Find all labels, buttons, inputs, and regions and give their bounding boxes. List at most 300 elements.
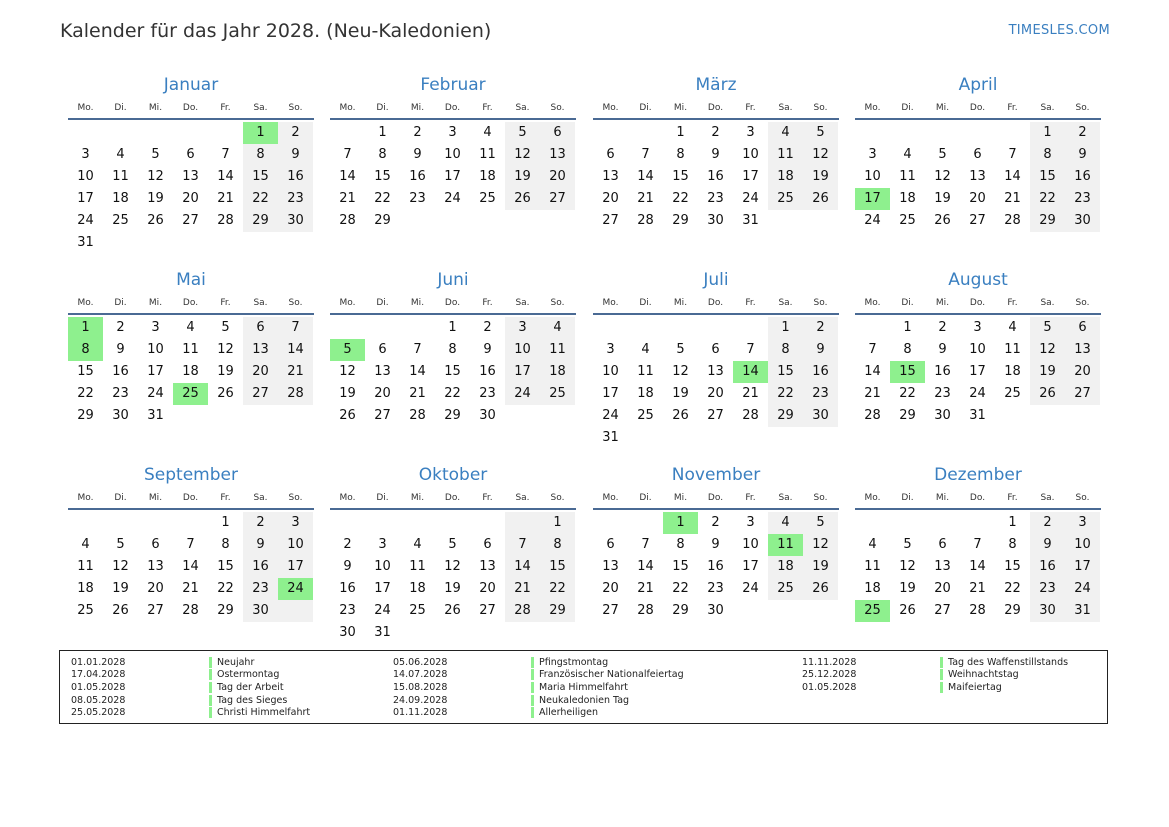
day-cell[interactable]: 16	[112, 364, 129, 379]
day-cell[interactable]: 19	[934, 191, 951, 206]
day-cell[interactable]: 27	[969, 213, 986, 228]
day-cell[interactable]: 20	[182, 191, 199, 206]
day-cell[interactable]: 12	[112, 559, 129, 574]
day-cell[interactable]: 27	[182, 213, 199, 228]
day-cell[interactable]: 28	[505, 600, 540, 622]
day-cell[interactable]: 17	[444, 169, 461, 184]
day-cell[interactable]: 16	[934, 364, 951, 379]
day-cell[interactable]: 25	[768, 188, 803, 210]
day-cell[interactable]: 31	[77, 235, 94, 250]
day-cell[interactable]: 26	[339, 408, 356, 423]
day-cell[interactable]: 17	[855, 188, 890, 210]
day-cell[interactable]: 6	[606, 537, 615, 552]
day-cell[interactable]: 4	[116, 147, 125, 162]
day-cell[interactable]: 23	[409, 191, 426, 206]
day-cell[interactable]: 14	[409, 364, 426, 379]
day-cell[interactable]: 4	[768, 122, 803, 144]
day-cell[interactable]: 30	[707, 213, 724, 228]
day-cell[interactable]: 15	[768, 361, 803, 383]
day-cell[interactable]: 24	[374, 603, 391, 618]
day-cell[interactable]: 14	[733, 361, 768, 383]
day-cell[interactable]: 7	[186, 537, 195, 552]
day-cell[interactable]: 9	[711, 147, 720, 162]
day-cell[interactable]: 13	[602, 169, 619, 184]
day-cell[interactable]: 20	[602, 581, 619, 596]
day-cell[interactable]: 26	[505, 188, 540, 210]
day-cell[interactable]: 8	[378, 147, 387, 162]
day-cell[interactable]: 8	[903, 342, 912, 357]
day-cell[interactable]: 30	[1065, 210, 1100, 232]
day-cell[interactable]: 16	[707, 559, 724, 574]
day-cell[interactable]: 9	[1065, 144, 1100, 166]
day-cell[interactable]: 6	[711, 342, 720, 357]
day-cell[interactable]: 22	[243, 188, 278, 210]
day-cell[interactable]: 21	[217, 191, 234, 206]
day-cell[interactable]: 25	[540, 383, 575, 405]
day-cell[interactable]: 27	[1065, 383, 1100, 405]
day-cell[interactable]: 1	[676, 125, 685, 140]
day-cell[interactable]: 18	[864, 581, 881, 596]
day-cell[interactable]: 27	[374, 408, 391, 423]
day-cell[interactable]: 26	[934, 213, 951, 228]
day-cell[interactable]: 17	[969, 364, 986, 379]
day-cell[interactable]: 28	[969, 603, 986, 618]
day-cell[interactable]: 23	[112, 386, 129, 401]
day-cell[interactable]: 14	[969, 559, 986, 574]
day-cell[interactable]: 3	[378, 537, 387, 552]
day-cell[interactable]: 23	[934, 386, 951, 401]
day-cell[interactable]: 1	[68, 317, 103, 339]
day-cell[interactable]: 22	[1030, 188, 1065, 210]
day-cell[interactable]: 3	[278, 512, 313, 534]
day-cell[interactable]: 28	[182, 603, 199, 618]
day-cell[interactable]: 5	[505, 122, 540, 144]
day-cell[interactable]: 17	[374, 581, 391, 596]
day-cell[interactable]: 23	[278, 188, 313, 210]
day-cell[interactable]: 10	[742, 537, 759, 552]
day-cell[interactable]: 16	[243, 556, 278, 578]
day-cell[interactable]: 19	[1030, 361, 1065, 383]
day-cell[interactable]: 9	[938, 342, 947, 357]
day-cell[interactable]: 30	[479, 408, 496, 423]
day-cell[interactable]: 28	[637, 213, 654, 228]
day-cell[interactable]: 18	[409, 581, 426, 596]
day-cell[interactable]: 28	[864, 408, 881, 423]
day-cell[interactable]: 30	[707, 603, 724, 618]
day-cell[interactable]: 21	[278, 361, 313, 383]
day-cell[interactable]: 12	[1030, 339, 1065, 361]
day-cell[interactable]: 19	[899, 581, 916, 596]
day-cell[interactable]: 12	[803, 144, 838, 166]
day-cell[interactable]: 13	[602, 559, 619, 574]
day-cell[interactable]: 24	[1065, 578, 1100, 600]
day-cell[interactable]: 30	[243, 600, 278, 622]
day-cell[interactable]: 22	[672, 581, 689, 596]
day-cell[interactable]: 2	[243, 512, 278, 534]
day-cell[interactable]: 3	[973, 320, 982, 335]
day-cell[interactable]: 18	[182, 364, 199, 379]
day-cell[interactable]: 18	[540, 361, 575, 383]
day-cell[interactable]: 2	[803, 317, 838, 339]
day-cell[interactable]: 3	[746, 515, 755, 530]
day-cell[interactable]: 7	[221, 147, 230, 162]
day-cell[interactable]: 4	[483, 125, 492, 140]
day-cell[interactable]: 6	[378, 342, 387, 357]
day-cell[interactable]: 29	[1030, 210, 1065, 232]
day-cell[interactable]: 29	[672, 603, 689, 618]
day-cell[interactable]: 7	[413, 342, 422, 357]
day-cell[interactable]: 4	[1008, 320, 1017, 335]
day-cell[interactable]: 10	[864, 169, 881, 184]
day-cell[interactable]: 7	[505, 534, 540, 556]
day-cell[interactable]: 31	[742, 213, 759, 228]
day-cell[interactable]: 2	[413, 125, 422, 140]
day-cell[interactable]: 25	[173, 383, 208, 405]
day-cell[interactable]: 13	[147, 559, 164, 574]
day-cell[interactable]: 6	[186, 147, 195, 162]
day-cell[interactable]: 1	[221, 515, 230, 530]
day-cell[interactable]: 26	[217, 386, 234, 401]
day-cell[interactable]: 8	[676, 537, 685, 552]
day-cell[interactable]: 1	[663, 512, 698, 534]
day-cell[interactable]: 8	[540, 534, 575, 556]
day-cell[interactable]: 9	[1030, 534, 1065, 556]
day-cell[interactable]: 27	[243, 383, 278, 405]
day-cell[interactable]: 19	[505, 166, 540, 188]
day-cell[interactable]: 26	[803, 188, 838, 210]
day-cell[interactable]: 10	[505, 339, 540, 361]
day-cell[interactable]: 19	[803, 556, 838, 578]
day-cell[interactable]: 23	[479, 386, 496, 401]
day-cell[interactable]: 6	[938, 537, 947, 552]
day-cell[interactable]: 8	[1008, 537, 1017, 552]
day-cell[interactable]: 31	[602, 430, 619, 445]
day-cell[interactable]: 9	[483, 342, 492, 357]
day-cell[interactable]: 9	[116, 342, 125, 357]
day-cell[interactable]: 19	[112, 581, 129, 596]
day-cell[interactable]: 9	[711, 537, 720, 552]
day-cell[interactable]: 24	[444, 191, 461, 206]
day-cell[interactable]: 4	[81, 537, 90, 552]
day-cell[interactable]: 27	[934, 603, 951, 618]
day-cell[interactable]: 23	[339, 603, 356, 618]
day-cell[interactable]: 27	[147, 603, 164, 618]
day-cell[interactable]: 20	[969, 191, 986, 206]
day-cell[interactable]: 22	[77, 386, 94, 401]
day-cell[interactable]: 29	[899, 408, 916, 423]
day-cell[interactable]: 29	[768, 405, 803, 427]
day-cell[interactable]: 22	[540, 578, 575, 600]
day-cell[interactable]: 15	[444, 364, 461, 379]
day-cell[interactable]: 7	[641, 537, 650, 552]
day-cell[interactable]: 24	[77, 213, 94, 228]
day-cell[interactable]: 3	[868, 147, 877, 162]
day-cell[interactable]: 1	[903, 320, 912, 335]
day-cell[interactable]: 28	[637, 603, 654, 618]
day-cell[interactable]: 20	[934, 581, 951, 596]
day-cell[interactable]: 25	[77, 603, 94, 618]
day-cell[interactable]: 27	[707, 408, 724, 423]
day-cell[interactable]: 2	[1030, 512, 1065, 534]
day-cell[interactable]: 20	[479, 581, 496, 596]
day-cell[interactable]: 1	[1030, 122, 1065, 144]
day-cell[interactable]: 14	[217, 169, 234, 184]
day-cell[interactable]: 4	[413, 537, 422, 552]
day-cell[interactable]: 19	[147, 191, 164, 206]
day-cell[interactable]: 24	[602, 408, 619, 423]
day-cell[interactable]: 25	[637, 408, 654, 423]
day-cell[interactable]: 11	[479, 147, 496, 162]
day-cell[interactable]: 7	[868, 342, 877, 357]
day-cell[interactable]: 22	[374, 191, 391, 206]
day-cell[interactable]: 5	[803, 122, 838, 144]
day-cell[interactable]: 19	[803, 166, 838, 188]
day-cell[interactable]: 10	[969, 342, 986, 357]
day-cell[interactable]: 12	[803, 534, 838, 556]
day-cell[interactable]: 10	[278, 534, 313, 556]
day-cell[interactable]: 12	[444, 559, 461, 574]
day-cell[interactable]: 5	[448, 537, 457, 552]
day-cell[interactable]: 24	[147, 386, 164, 401]
day-cell[interactable]: 21	[637, 581, 654, 596]
day-cell[interactable]: 13	[182, 169, 199, 184]
day-cell[interactable]: 20	[1065, 361, 1100, 383]
day-cell[interactable]: 15	[243, 166, 278, 188]
day-cell[interactable]: 17	[602, 386, 619, 401]
day-cell[interactable]: 11	[864, 559, 881, 574]
day-cell[interactable]: 11	[899, 169, 916, 184]
day-cell[interactable]: 5	[803, 512, 838, 534]
day-cell[interactable]: 21	[864, 386, 881, 401]
day-cell[interactable]: 20	[147, 581, 164, 596]
day-cell[interactable]: 30	[112, 408, 129, 423]
day-cell[interactable]: 25	[479, 191, 496, 206]
day-cell[interactable]: 1	[378, 125, 387, 140]
day-cell[interactable]: 10	[77, 169, 94, 184]
day-cell[interactable]: 17	[147, 364, 164, 379]
day-cell[interactable]: 6	[151, 537, 160, 552]
day-cell[interactable]: 16	[707, 169, 724, 184]
day-cell[interactable]: 4	[540, 317, 575, 339]
day-cell[interactable]: 23	[1030, 578, 1065, 600]
day-cell[interactable]: 13	[707, 364, 724, 379]
day-cell[interactable]: 29	[374, 213, 391, 228]
day-cell[interactable]: 25	[899, 213, 916, 228]
day-cell[interactable]: 13	[374, 364, 391, 379]
day-cell[interactable]: 27	[602, 603, 619, 618]
day-cell[interactable]: 22	[768, 383, 803, 405]
day-cell[interactable]: 18	[768, 556, 803, 578]
day-cell[interactable]: 16	[339, 581, 356, 596]
day-cell[interactable]: 12	[147, 169, 164, 184]
day-cell[interactable]: 20	[707, 386, 724, 401]
day-cell[interactable]: 28	[339, 213, 356, 228]
day-cell[interactable]: 9	[803, 339, 838, 361]
day-cell[interactable]: 8	[68, 339, 103, 361]
day-cell[interactable]: 10	[147, 342, 164, 357]
day-cell[interactable]: 9	[278, 144, 313, 166]
day-cell[interactable]: 6	[243, 317, 278, 339]
day-cell[interactable]: 17	[505, 361, 540, 383]
day-cell[interactable]: 23	[707, 581, 724, 596]
day-cell[interactable]: 2	[278, 122, 313, 144]
day-cell[interactable]: 26	[1030, 383, 1065, 405]
day-cell[interactable]: 6	[483, 537, 492, 552]
day-cell[interactable]: 8	[243, 144, 278, 166]
day-cell[interactable]: 16	[479, 364, 496, 379]
day-cell[interactable]: 31	[374, 625, 391, 640]
day-cell[interactable]: 22	[217, 581, 234, 596]
day-cell[interactable]: 23	[243, 578, 278, 600]
day-cell[interactable]: 29	[540, 600, 575, 622]
day-cell[interactable]: 2	[711, 515, 720, 530]
day-cell[interactable]: 29	[444, 408, 461, 423]
day-cell[interactable]: 19	[444, 581, 461, 596]
day-cell[interactable]: 18	[768, 166, 803, 188]
day-cell[interactable]: 9	[243, 534, 278, 556]
day-cell[interactable]: 15	[217, 559, 234, 574]
day-cell[interactable]: 24	[278, 578, 313, 600]
day-cell[interactable]: 20	[602, 191, 619, 206]
day-cell[interactable]: 17	[742, 559, 759, 574]
day-cell[interactable]: 23	[1065, 188, 1100, 210]
day-cell[interactable]: 17	[1065, 556, 1100, 578]
day-cell[interactable]: 24	[969, 386, 986, 401]
day-cell[interactable]: 5	[330, 339, 365, 361]
day-cell[interactable]: 24	[505, 383, 540, 405]
day-cell[interactable]: 3	[505, 317, 540, 339]
day-cell[interactable]: 26	[444, 603, 461, 618]
day-cell[interactable]: 14	[637, 169, 654, 184]
day-cell[interactable]: 9	[413, 147, 422, 162]
day-cell[interactable]: 31	[969, 408, 986, 423]
day-cell[interactable]: 6	[540, 122, 575, 144]
day-cell[interactable]: 26	[803, 578, 838, 600]
day-cell[interactable]: 26	[147, 213, 164, 228]
day-cell[interactable]: 14	[505, 556, 540, 578]
day-cell[interactable]: 28	[217, 213, 234, 228]
day-cell[interactable]: 16	[409, 169, 426, 184]
day-cell[interactable]: 23	[707, 191, 724, 206]
day-cell[interactable]: 5	[221, 320, 230, 335]
day-cell[interactable]: 5	[938, 147, 947, 162]
day-cell[interactable]: 15	[672, 559, 689, 574]
day-cell[interactable]: 14	[1004, 169, 1021, 184]
day-cell[interactable]: 3	[81, 147, 90, 162]
day-cell[interactable]: 16	[803, 361, 838, 383]
day-cell[interactable]: 7	[746, 342, 755, 357]
day-cell[interactable]: 14	[637, 559, 654, 574]
day-cell[interactable]: 19	[672, 386, 689, 401]
day-cell[interactable]: 13	[969, 169, 986, 184]
day-cell[interactable]: 11	[112, 169, 129, 184]
day-cell[interactable]: 13	[934, 559, 951, 574]
day-cell[interactable]: 10	[602, 364, 619, 379]
day-cell[interactable]: 3	[746, 125, 755, 140]
day-cell[interactable]: 2	[711, 125, 720, 140]
day-cell[interactable]: 1	[768, 317, 803, 339]
day-cell[interactable]: 18	[479, 169, 496, 184]
day-cell[interactable]: 18	[899, 191, 916, 206]
day-cell[interactable]: 26	[672, 408, 689, 423]
day-cell[interactable]: 29	[77, 408, 94, 423]
day-cell[interactable]: 10	[374, 559, 391, 574]
day-cell[interactable]: 31	[1065, 600, 1100, 622]
day-cell[interactable]: 30	[278, 210, 313, 232]
day-cell[interactable]: 31	[147, 408, 164, 423]
day-cell[interactable]: 28	[1004, 213, 1021, 228]
day-cell[interactable]: 30	[339, 625, 356, 640]
day-cell[interactable]: 22	[444, 386, 461, 401]
day-cell[interactable]: 4	[903, 147, 912, 162]
day-cell[interactable]: 21	[1004, 191, 1021, 206]
day-cell[interactable]: 25	[409, 603, 426, 618]
day-cell[interactable]: 3	[606, 342, 615, 357]
day-cell[interactable]: 7	[973, 537, 982, 552]
day-cell[interactable]: 1	[243, 122, 278, 144]
day-cell[interactable]: 17	[77, 191, 94, 206]
day-cell[interactable]: 14	[339, 169, 356, 184]
day-cell[interactable]: 30	[803, 405, 838, 427]
day-cell[interactable]: 15	[540, 556, 575, 578]
day-cell[interactable]: 8	[768, 339, 803, 361]
day-cell[interactable]: 1	[1008, 515, 1017, 530]
day-cell[interactable]: 21	[637, 191, 654, 206]
day-cell[interactable]: 12	[934, 169, 951, 184]
day-cell[interactable]: 7	[343, 147, 352, 162]
day-cell[interactable]: 15	[890, 361, 925, 383]
day-cell[interactable]: 25	[855, 600, 890, 622]
day-cell[interactable]: 24	[742, 191, 759, 206]
day-cell[interactable]: 11	[77, 559, 94, 574]
day-cell[interactable]: 24	[742, 581, 759, 596]
day-cell[interactable]: 4	[768, 512, 803, 534]
day-cell[interactable]: 5	[903, 537, 912, 552]
day-cell[interactable]: 26	[899, 603, 916, 618]
day-cell[interactable]: 5	[116, 537, 125, 552]
day-cell[interactable]: 13	[540, 144, 575, 166]
day-cell[interactable]: 19	[217, 364, 234, 379]
day-cell[interactable]: 8	[448, 342, 457, 357]
day-cell[interactable]: 30	[934, 408, 951, 423]
day-cell[interactable]: 18	[637, 386, 654, 401]
day-cell[interactable]: 13	[479, 559, 496, 574]
day-cell[interactable]: 12	[217, 342, 234, 357]
day-cell[interactable]: 20	[243, 361, 278, 383]
day-cell[interactable]: 29	[672, 213, 689, 228]
day-cell[interactable]: 8	[1030, 144, 1065, 166]
day-cell[interactable]: 14	[182, 559, 199, 574]
day-cell[interactable]: 15	[77, 364, 94, 379]
day-cell[interactable]: 10	[444, 147, 461, 162]
day-cell[interactable]: 28	[742, 408, 759, 423]
day-cell[interactable]: 21	[969, 581, 986, 596]
day-cell[interactable]: 12	[505, 144, 540, 166]
day-cell[interactable]: 15	[374, 169, 391, 184]
day-cell[interactable]: 23	[803, 383, 838, 405]
day-cell[interactable]: 21	[505, 578, 540, 600]
day-cell[interactable]: 12	[339, 364, 356, 379]
day-cell[interactable]: 17	[278, 556, 313, 578]
day-cell[interactable]: 15	[1030, 166, 1065, 188]
day-cell[interactable]: 2	[483, 320, 492, 335]
day-cell[interactable]: 9	[343, 559, 352, 574]
day-cell[interactable]: 28	[278, 383, 313, 405]
day-cell[interactable]: 6	[606, 147, 615, 162]
day-cell[interactable]: 22	[899, 386, 916, 401]
day-cell[interactable]: 8	[221, 537, 230, 552]
day-cell[interactable]: 12	[899, 559, 916, 574]
